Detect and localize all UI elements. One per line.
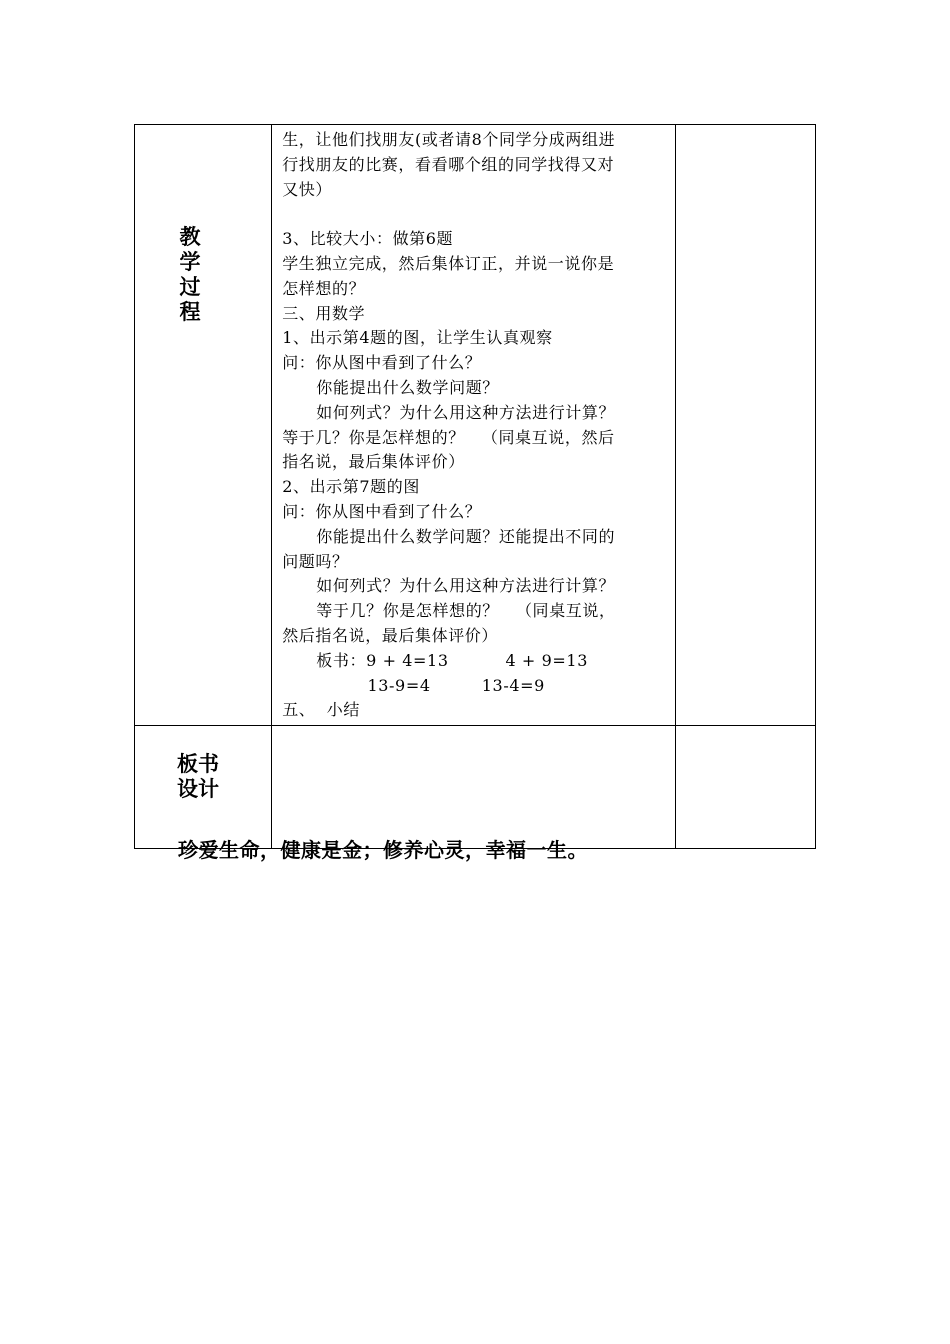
teaching-process-label-char: 教 (179, 225, 201, 249)
teaching-process-notes-cell (675, 125, 815, 726)
teaching-process-line: 三、用数学 (282, 303, 366, 323)
teaching-process-line: 1、出示第4题的图，让学生认真观察 (282, 328, 553, 348)
board-design-content-cell (272, 726, 676, 849)
teaching-process-label-cell (135, 125, 272, 726)
teaching-process-line: 指名说，最后集体评价） (282, 452, 465, 472)
teaching-process-line: 问：你从图中看到了什么？ (282, 501, 482, 521)
teaching-process-line: 13-9=4 13-4=9 (282, 675, 545, 695)
teaching-process-label-char: 程 (179, 300, 201, 324)
teaching-process-line: 五、 小结 (282, 700, 360, 720)
teaching-process-line: 等于几？你是怎样想的？ （同桌互说， (282, 601, 616, 621)
teaching-process-line: 板书：9 + 4=13 4 + 9=13 (282, 650, 588, 670)
teaching-process-line: 怎样想的？ (282, 278, 366, 298)
teaching-process-label-char: 过 (179, 275, 201, 299)
teaching-process-line: 问题吗？ (282, 551, 349, 571)
teaching-process-line: 等于几？你是怎样想的？ （同桌互说，然后 (282, 427, 615, 447)
teaching-process-line: 又快） (282, 179, 332, 199)
teaching-process-line: 你能提出什么数学问题？还能提出不同的 (282, 526, 616, 546)
board-design-notes-cell (675, 726, 815, 849)
teaching-process-line: 如何列式？为什么用这种方法进行计算？ (282, 402, 616, 422)
teaching-process-line: 生，让他们找朋友(或者请8个同学分成两组进 (282, 130, 616, 149)
teaching-process-line: 3、比较大小：做第6题 (282, 229, 454, 249)
board-design-label (135, 726, 272, 849)
teaching-process-line: 行找朋友的比赛，看看哪个组的同学找得又对 (282, 154, 615, 174)
motto-footer: 珍爱生命，健康是金；修养心灵，幸福一生。 (178, 838, 588, 862)
teaching-process-label-char: 学 (179, 250, 201, 274)
lesson-plan-table (134, 124, 816, 849)
teaching-process-line: 如何列式？为什么用这种方法进行计算？ (282, 576, 616, 596)
teaching-process-content (272, 125, 676, 726)
teaching-process-line: 学生独立完成，然后集体订正，并说一说你是 (282, 253, 615, 273)
teaching-process-row (135, 125, 816, 726)
board-design-label-line2: 设计 (177, 777, 219, 801)
board-design-label-line1: 板书 (177, 752, 219, 776)
teaching-process-line: 问：你从图中看到了什么？ (282, 353, 482, 373)
teaching-process-line: 你能提出什么数学问题？ (282, 377, 499, 397)
board-design-row (135, 726, 816, 849)
teaching-process-line: 然后指名说，最后集体评价） (282, 625, 498, 645)
teaching-process-label (177, 225, 203, 325)
teaching-process-line (282, 202, 667, 227)
teaching-process-line: 2、出示第7题的图 (282, 477, 420, 497)
